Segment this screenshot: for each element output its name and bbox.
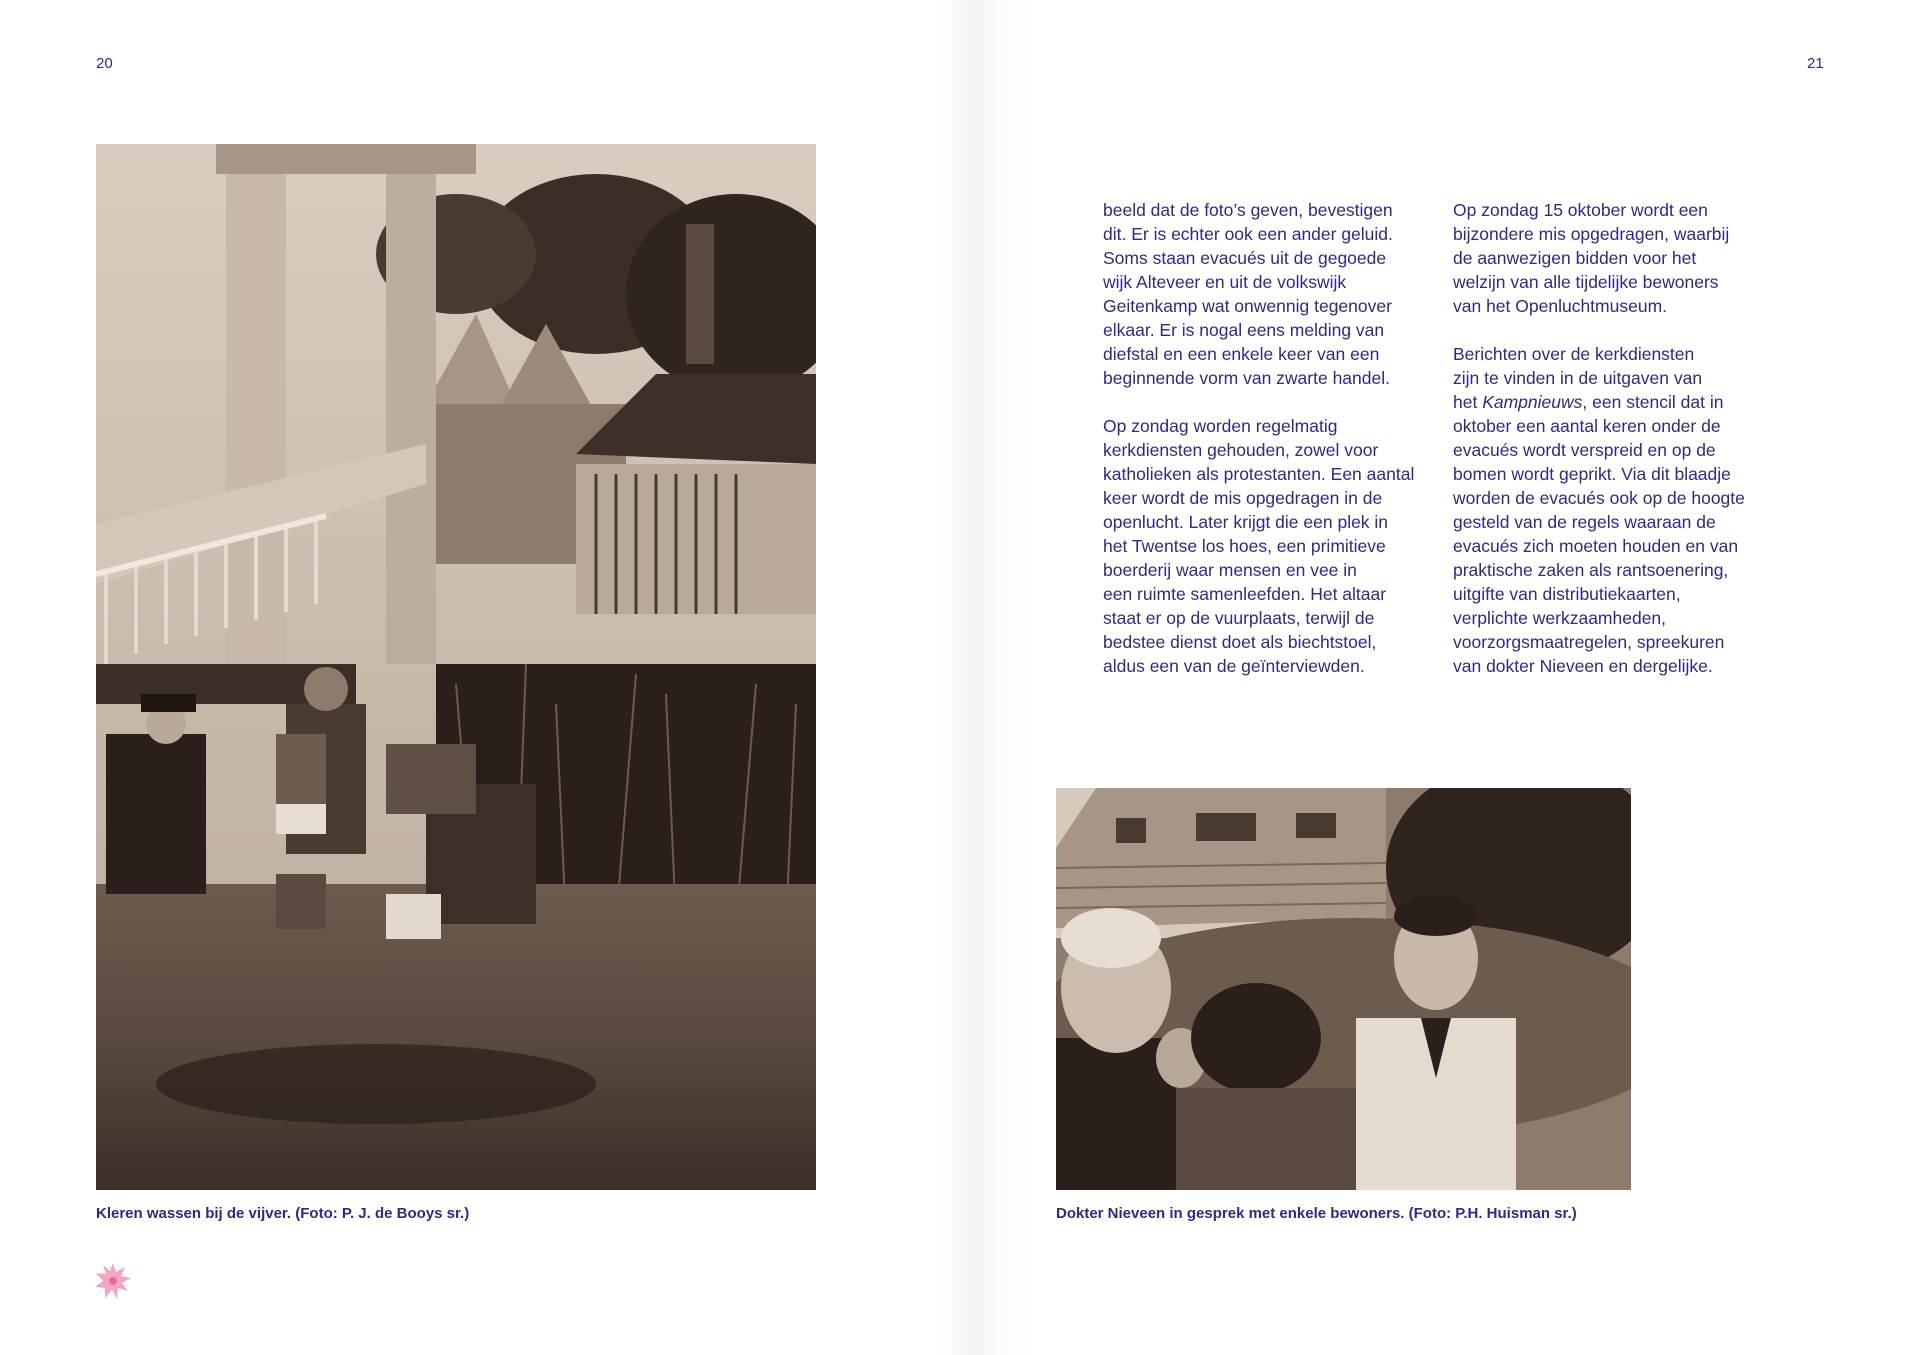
text-line: van het Openluchtmuseum. (1453, 296, 1668, 316)
column-1-paragraph-1 (1103, 198, 1423, 390)
text-column-2 (1453, 198, 1773, 702)
text-fragment: , een stencil dat in (1582, 392, 1724, 412)
text-line: een ruimte samenleefden. Het altaar (1103, 584, 1387, 604)
text-line: bomen wordt geprikt. Via dit blaadje (1453, 464, 1731, 484)
text-line: praktische zaken als rantsoenering, (1453, 560, 1729, 580)
text-line: welzijn van alle tijdelijke bewoners (1453, 272, 1719, 292)
text-line: kerkdiensten gehouden, zowel voor (1103, 440, 1379, 460)
text-line: diefstal en een enkele keer van een (1103, 344, 1380, 364)
text-line: de aanwezigen bidden voor het (1453, 248, 1697, 268)
text-line: Op zondag 15 oktober wordt een (1453, 200, 1708, 220)
text-line: van dokter Nieveen en dergelijke. (1453, 656, 1713, 676)
text-fragment: het (1453, 392, 1483, 412)
text-line: keer wordt de mis opgedragen in de (1103, 488, 1383, 508)
text-line: oktober een aantal keren onder de (1453, 416, 1721, 436)
text-line: het Twentse los hoes, een primitieve (1103, 536, 1386, 556)
column-2-paragraph-1 (1453, 198, 1773, 318)
star-emblem-icon (95, 1263, 131, 1299)
text-line: Op zondag worden regelmatig (1103, 416, 1338, 436)
text-line: beeld dat de foto’s geven, bevestigen (1103, 200, 1393, 220)
text-line: bedstee dienst doet als biechtstoel, (1103, 632, 1377, 652)
text-line: evacués wordt verspreid en op de (1453, 440, 1716, 460)
photo-washing-clothes (96, 144, 816, 1190)
text-line: Berichten over de kerkdiensten (1453, 344, 1695, 364)
text-line: Geitenkamp wat onwennig tegenover (1103, 296, 1392, 316)
text-line: voorzorgsmaatregelen, spreekuren (1453, 632, 1725, 652)
text-line: gesteld van de regels waaraan de (1453, 512, 1716, 532)
text-line: evacués zich moeten houden en van (1453, 536, 1739, 556)
page-number-right: 21 (1807, 55, 1824, 72)
text-line: dit. Er is echter ook een ander geluid. (1103, 224, 1393, 244)
column-2-paragraph-2 (1453, 342, 1773, 678)
text-line: verplichte werkzaamheden, (1453, 608, 1667, 628)
text-line: elkaar. Er is nogal eens melding van (1103, 320, 1385, 340)
photo-washing-clothes-image (96, 144, 816, 1190)
text-line: wijk Alteveer en uit de volkswijk (1103, 272, 1347, 292)
text-line: bijzondere mis opgedragen, waarbij (1453, 224, 1730, 244)
text-line: uitgifte van distributiekaarten, (1453, 584, 1681, 604)
text-line: boerderij waar mensen en vee in (1103, 560, 1357, 580)
gutter-shadow (940, 0, 1030, 1355)
photo-doctor-nieveen-image (1056, 788, 1631, 1190)
photo-doctor-nieveen (1056, 788, 1631, 1190)
text-line-with-title (1453, 390, 1773, 414)
text-column-1 (1103, 198, 1423, 702)
caption-left-photo: Kleren wassen bij de vijver. (Foto: P. J. de Booys sr.) (96, 1205, 470, 1222)
text-line: worden de evacués ook op de hoogte (1453, 488, 1745, 508)
text-line: zijn te vinden in de uitgaven van (1453, 368, 1703, 388)
publication-title: Kampnieuws (1482, 392, 1583, 412)
page-number-left: 20 (96, 55, 113, 72)
column-1-paragraph-2 (1103, 414, 1423, 678)
text-line: openlucht. Later krijgt die een plek in (1103, 512, 1389, 532)
text-line: beginnende vorm van zwarte handel. (1103, 368, 1390, 388)
text-line: aldus een van de geïnterviewden. (1103, 656, 1365, 676)
text-line: Soms staan evacués uit de gegoede (1103, 248, 1387, 268)
text-line: staat er op de vuurplaats, terwijl de (1103, 608, 1375, 628)
caption-right-photo: Dokter Nieveen in gesprek met enkele bewoners. (Foto: P.H. Huisman sr.) (1056, 1205, 1577, 1222)
text-line: katholieken als protestanten. Een aantal (1103, 464, 1415, 484)
